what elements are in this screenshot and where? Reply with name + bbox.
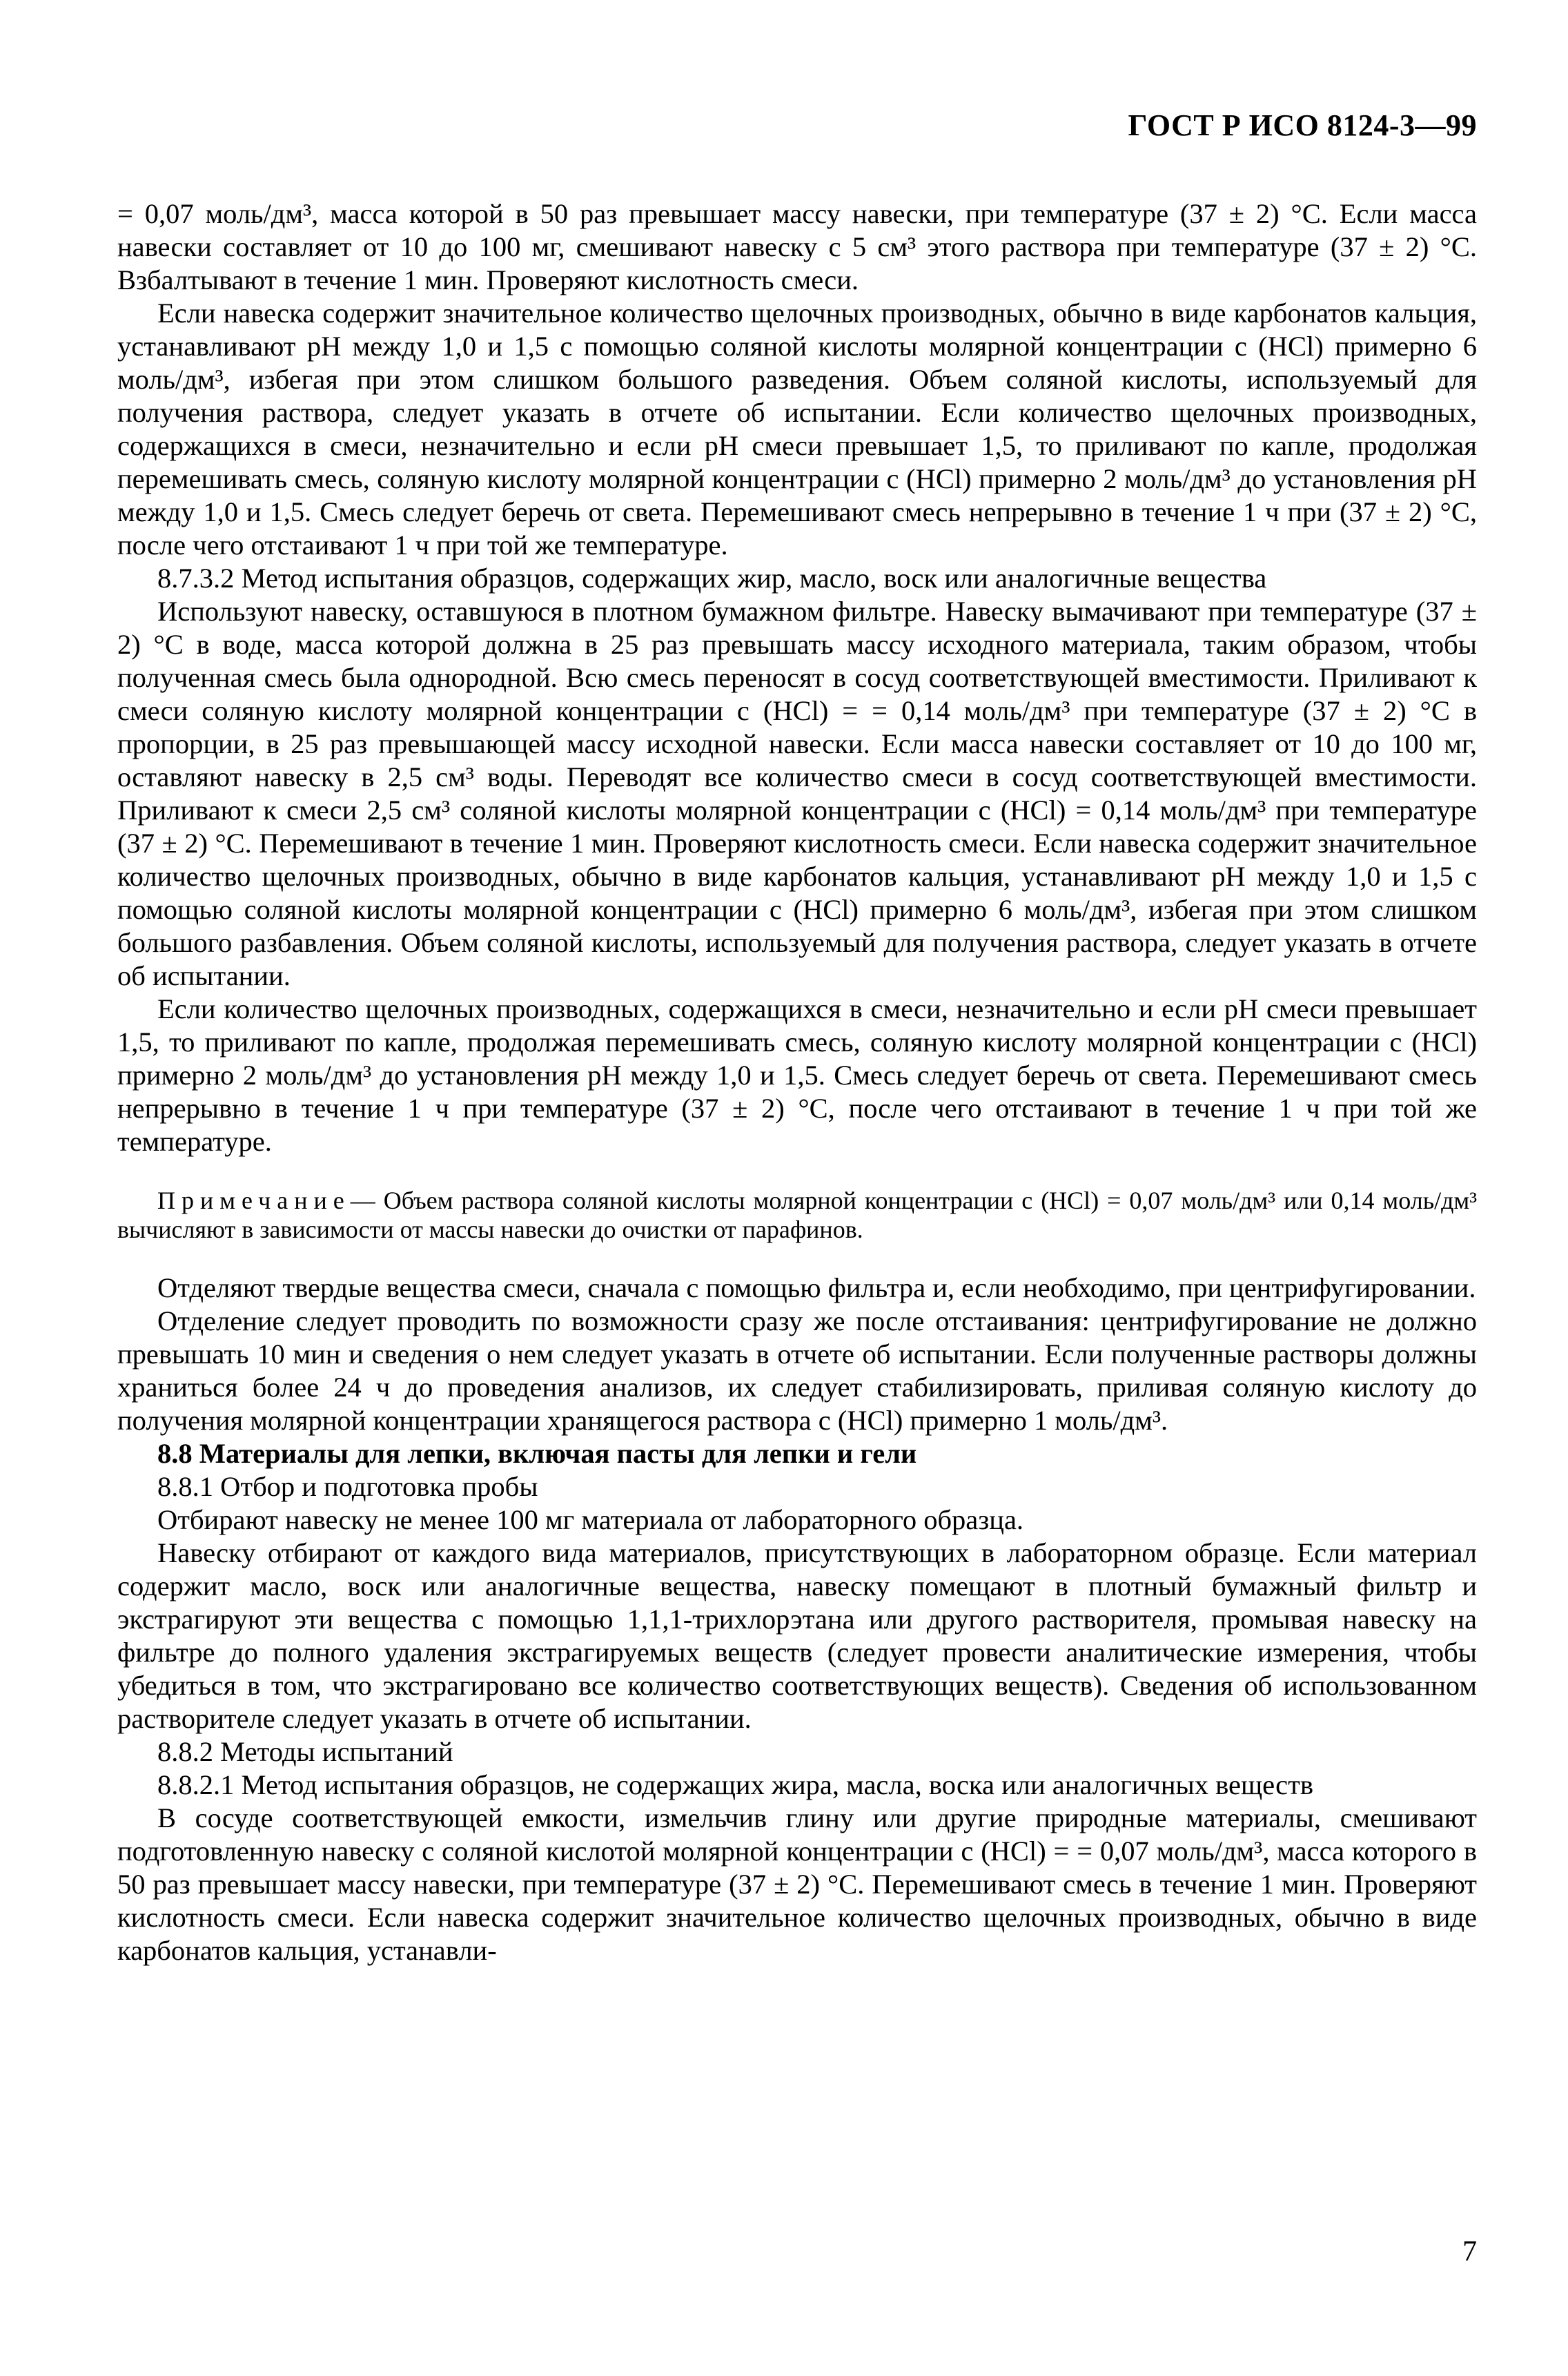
standard-code-header: ГОСТ Р ИСО 8124-3—99 <box>1128 108 1477 142</box>
paragraph: Отделяют твердые вещества смеси, сначала с помощью фильтра и, если необходимо, при центрифугировании. <box>157 1272 1476 1303</box>
paragraph: Отбирают навеску не менее 100 мг материала от лабораторного образца. <box>157 1504 1024 1535</box>
subsection-heading-8-8-1: 8.8.1 Отбор и подготовка пробы <box>157 1471 538 1502</box>
paragraph: Используют навеску, оставшуюся в плотном бумажном фильтре. Навеску вымачивают при температуре (37 ± 2) °С в воде, масса которой должна в 25 раз превышать массу исходного материала, таким образом, чтобы полученная смесь была однородной. Всю смесь переносят в сосуд соответствующей вместимости. Приливают к смеси соляную кислоту молярной концентрации c (HCl) = = 0,14 моль/дм³ при температуре (37 ± 2) °С в пропорции, в 25 раз превышающей массу исходной навески. Если масса навески составляет от 10 до 100 мг, оставляют навеску в 2,5 см³ воды. Переводят все количество смеси в сосуд соответствующей вместимости. Приливают к смеси 2,5 см³ соляной кислоты молярной концентрации c (HCl) = 0,14 моль/дм³ при температуре (37 ± 2) °С. Перемешивают в течение 1 мин. Проверяют кислотность смеси. Если навеска содержит значительное количество щелочных производных, обычно в виде карбонатов кальция, устанавливают pH между 1,0 и 1,5 с помощью соляной кислоты молярной концентрации c (HCl) примерно 6 моль/дм³, избегая при этом слишком большого разбавления. Объем соляной кислоты, используемый для получения раствора, следует указать в отчете об испытании. <box>117 596 1477 991</box>
subsection-heading-8-8-2-1: 8.8.2.1 Метод испытания образцов, не содержащих жира, масла, воска или аналогичных веществ <box>157 1769 1313 1800</box>
note <box>117 1186 1477 1244</box>
paragraph: Если количество щелочных производных, содержащихся в смеси, незначительно и если pH смеси превышает 1,5, то приливают по капле, продолжая перемешивать смесь, соляную кислоту молярной концентрации c (HCl) примерно 2 моль/дм³ до установления pH между 1,0 и 1,5. Смесь следует беречь от света. Перемешивают смесь непрерывно в течение 1 ч при температуре (37 ± 2) °С, после чего отстаивают в течение 1 ч при той же температуре. <box>117 993 1477 1157</box>
section-heading-8-8: 8.8 Материалы для лепки, включая пасты для лепки и гели <box>157 1438 917 1469</box>
paragraph: В сосуде соответствующей емкости, измельчив глину или другие природные материалы, смешивают подготовленную навеску с соляной кислотой молярной концентрации c (HCl) = = 0,07 моль/дм³, масса которого в 50 раз превышает массу навески, при температуре (37 ± 2) °С. Перемешивают смесь в течение 1 мин. Проверяют кислотность смеси. Если навеска содержит значительное количество щелочных производных, обычно в виде карбонатов кальция, устанавли- <box>117 1802 1477 1966</box>
subsection-heading-8-7-3-2: 8.7.3.2 Метод испытания образцов, содержащих жир, масло, воск или аналогичные вещества <box>157 563 1267 594</box>
paragraph: = 0,07 моль/дм³, масса которой в 50 раз превышает массу навески, при температуре (37 ± 2) °С. Если масса навески составляет от 10 до 100 мг, смешивают навеску с 5 см³ этого раствора при температуре (37 ± 2) °С. Взбалтывают в течение 1 мин. Проверяют кислотность смеси. <box>117 198 1477 295</box>
paragraph: Отделение следует проводить по возможности сразу же после отстаивания: центрифугирование не должно превышать 10 мин и сведения о нем следует указать в отчете об испытании. Если полученные растворы должны храниться более 24 ч до проведения анализов, их следует стабилизировать, приливая соляную кислоту до получения молярной концентрации хранящегося раствора c (HCl) примерно 1 моль/дм³. <box>117 1305 1477 1436</box>
subsection-heading-8-8-2: 8.8.2 Методы испытаний <box>157 1736 453 1767</box>
note-label: Примечание <box>157 1187 351 1214</box>
page-number: 7 <box>1462 2236 1477 2268</box>
paragraph: Навеску отбирают от каждого вида материалов, присутствующих в лабораторном образце. Если материал содержит масло, воск или аналогичные вещества, навеску помещают в плотный бумажный фильтр и экстрагируют эти вещества с помощью 1,1,1-трихлорэтана или другого растворителя, промывая навеску на фильтре до полного удаления экстрагируемых веществ (следует провести аналитические измерения, чтобы убедиться в том, что экстрагировано все количество соответствующих веществ). Сведения об использованном растворителе следует указать в отчете об испытании. <box>117 1537 1477 1734</box>
document-body <box>117 197 1477 1967</box>
paragraph: Если навеска содержит значительное количество щелочных производных, обычно в виде карбонатов кальция, устанавливают pH между 1,0 и 1,5 с помощью соляной кислоты молярной концентрации c (HCl) примерно 6 моль/дм³, избегая при этом слишком большого разведения. Объем соляной кислоты, используемый для получения раствора, следует указать в отчете об испытании. Если количество щелочных производных, содержащихся в смеси, незначительно и если pH смеси превышает 1,5, то приливают по капле, продолжая перемешивать смесь, соляную кислоту молярной концентрации c (HCl) примерно 2 моль/дм³ до установления pH между 1,0 и 1,5. Смесь следует беречь от света. Перемешивают смесь непрерывно в течение 1 ч при (37 ± 2) °С, после чего отстаивают 1 ч при той же температуре. <box>117 298 1477 561</box>
note-text: — Объем раствора соляной кислоты молярной концентрации c (HCl) = 0,07 моль/дм³ или 0,14 моль/дм³ вычисляют в зависимости от массы навески до очистки от парафинов. <box>117 1187 1477 1243</box>
